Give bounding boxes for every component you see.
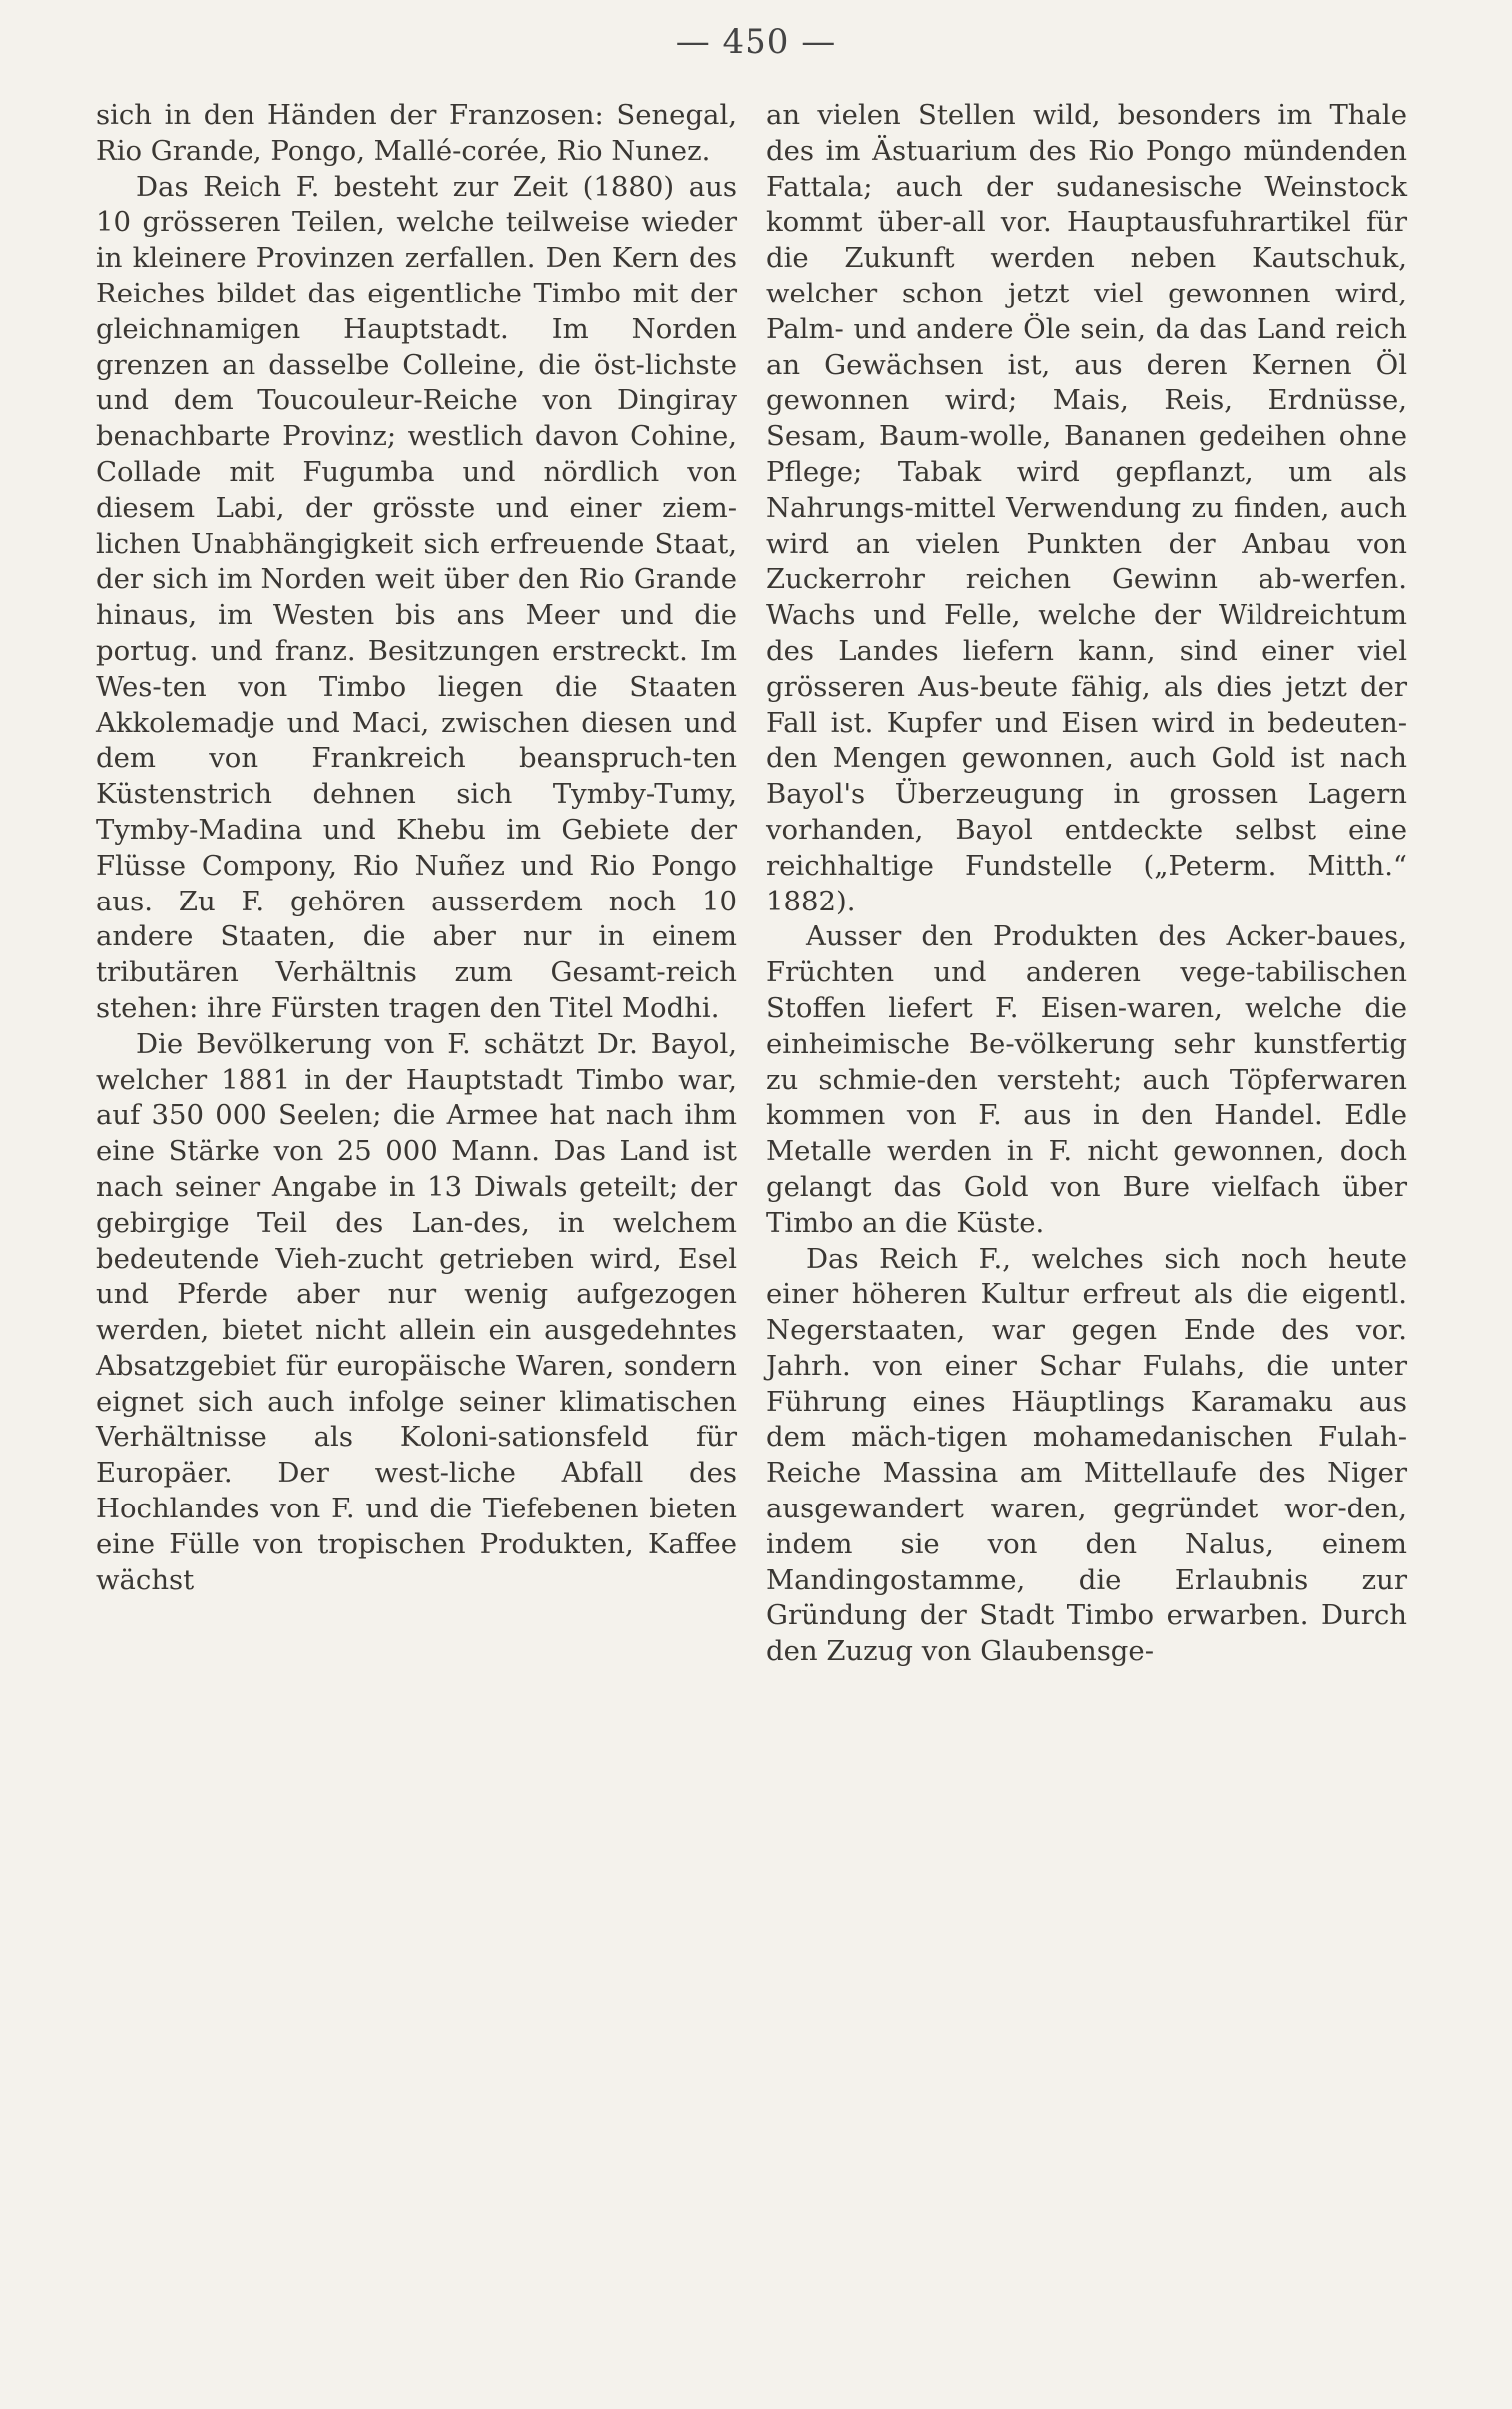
paragraph: Das Reich F., welches sich noch heute einer höheren Kultur erfreut als die eigentl. Negerstaaten, war gegen Ende des vor. Jahrh. von einer Schar Fulahs, die unter Führung eines Häuptlings Karamaku aus dem mäch-tigen mohamedanischen Fulah-Reiche Massina am Mittellaufe des Niger ausgewandert waren, gegründet wor-den, indem sie von den Nalus, einem Mandingostamme, die Erlaubnis zur Gründung der Stadt Timbo erwarben. Durch den Zuzug von Glaubensge- — [766, 1242, 1407, 1668]
paragraph: Ausser den Produkten des Acker-baues, Früchten und anderen vege-tabilischen Stoffen liefert F. Eisen-waren, welche die einheimische Be-völkerung sehr kunstfertig zu schmie-den versteht; auch Töpferwaren kommen von F. aus in den Handel. Edle Metalle werden in F. nicht gewonnen, doch gelangt das Gold von Bure vielfach über Timbo an die Küste. — [766, 920, 1407, 1239]
left-column — [96, 98, 737, 1598]
paragraph: Das Reich F. besteht zur Zeit (1880) aus 10 grösseren Teilen, welche teilweise wieder in kleinere Provinzen zerfallen. Den Kern des Reiches bildet das eigentliche Timbo mit der gleichnamigen Hauptstadt. Im Norden grenzen an dasselbe Colleine, die öst-lichste und dem Toucouleur-Reiche von Dingiray benachbarte Provinz; westlich davon Cohine, Collade mit Fugumba und nördlich von diesem Labi, der grösste und einer ziem-lichen Unabhängigkeit sich erfreuende Staat, der sich im Norden weit über den Rio Grande hinaus, im Westen bis ans Meer und die portug. und franz. Besitzungen erstreckt. Im Wes-ten von Timbo liegen die Staaten Akkolemadje und Maci, zwischen diesen und dem von Frankreich beanspruch-ten Küstenstrich dehnen sich Tymby-Tumy, Tymby-Madina und Khebu im Gebiete der Flüsse Compony, Rio Nuñez und Rio Pongo aus. Zu F. gehören ausserdem noch 10 andere Staaten, die aber nur in einem tributären Verhältnis zum Gesamt-reich stehen: ihre Fürsten tragen den Titel Modhi. — [96, 170, 737, 1024]
page-number: — 450 — — [675, 22, 837, 62]
paragraph: an vielen Stellen wild, besonders im Thale des im Ästuarium des Rio Pongo mündenden Fattala; auch der sudanesische Weinstock kommt über-all vor. Hauptausfuhrartikel für die Zukunft werden neben Kautschuk, welcher schon jetzt viel gewonnen wird, Palm- und andere Öle sein, da das Land reich an Gewächsen ist, aus deren Kernen Öl gewonnen wird; Mais, Reis, Erdnüsse, Sesam, Baum-wolle, Bananen gedeihen ohne Pflege; Tabak wird gepflanzt, um als Nahrungs-mittel Verwendung zu finden, auch wird an vielen Punkten der Anbau von Zuckerrohr reichen Gewinn ab-werfen. Wachs und Felle, welche der Wildreichtum des Landes liefern kann, sind einer viel grösseren Aus-beute fähig, als dies jetzt der Fall ist. Kupfer und Eisen wird in bedeuten-den Mengen gewonnen, auch Gold ist nach Bayol's Überzeugung in grossen Lagern vorhanden, Bayol entdeckte selbst eine reichhaltige Fundstelle („Peterm. Mitth.“ 1882). — [766, 99, 1407, 917]
paragraph: sich in den Händen der Franzosen: Senegal, Rio Grande, Pongo, Mallé-corée, Rio Nunez. — [96, 99, 737, 167]
paragraph: Die Bevölkerung von F. schätzt Dr. Bayol, welcher 1881 in der Hauptstadt Timbo war, auf 350 000 Seelen; die Armee hat nach ihm eine Stärke von 25 000 Mann. Das Land ist nach seiner Angabe in 13 Diwals geteilt; der gebirgige Teil des Lan-des, in welchem bedeutende Vieh-zucht getrieben wird, Esel und Pferde aber nur wenig aufgezogen werden, bietet nicht allein ein ausgedehntes Absatzgebiet für europäische Waren, sondern eignet sich auch infolge seiner klimatischen Verhältnisse als Koloni-sationsfeld für Europäer. Der west-liche Abfall des Hochlandes von F. und die Tiefebenen bieten eine Fülle von tropischen Produkten, Kaffee wächst — [96, 1027, 737, 1596]
right-column — [766, 98, 1407, 1670]
